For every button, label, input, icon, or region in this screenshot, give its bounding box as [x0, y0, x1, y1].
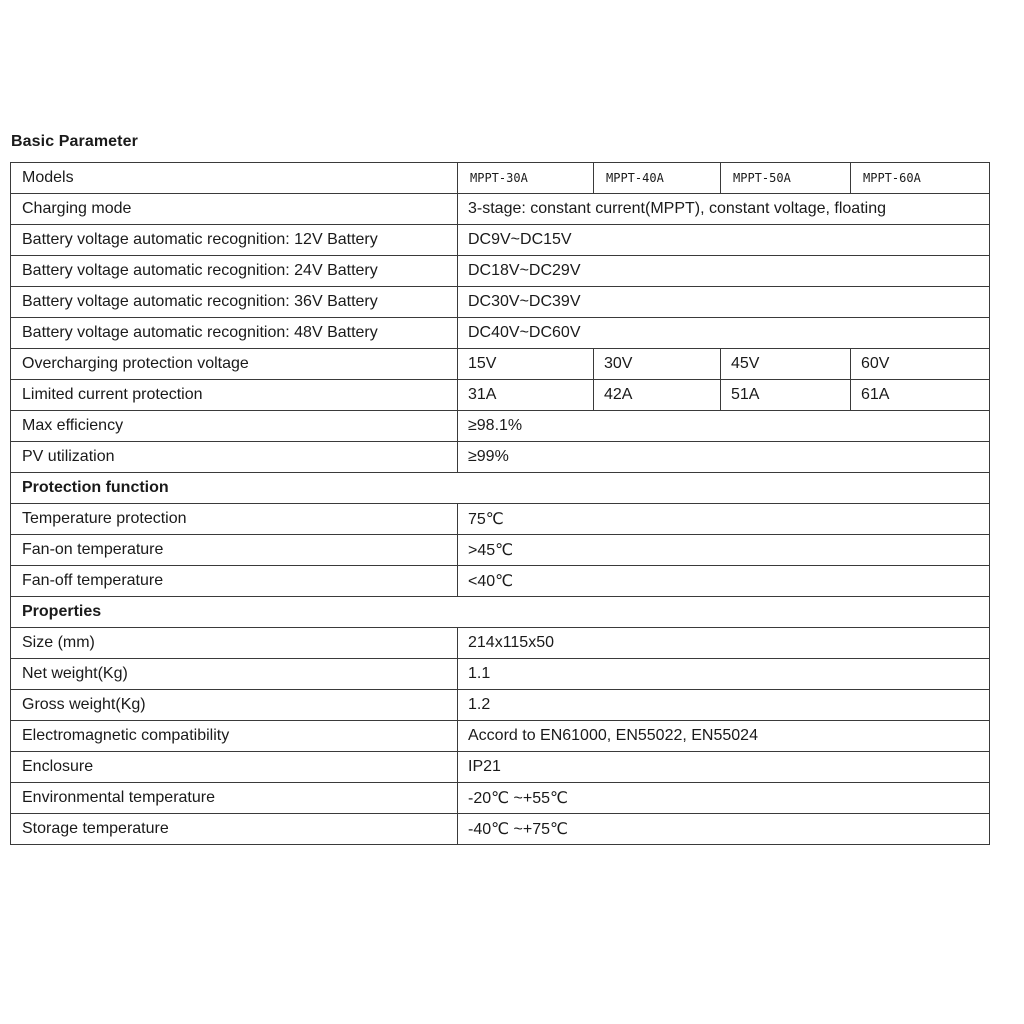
row-value: 1.1 — [458, 659, 990, 690]
table-row — [11, 659, 990, 690]
table-row — [11, 287, 990, 318]
table-row — [11, 752, 990, 783]
table-row — [11, 380, 990, 411]
row-value: 60V — [851, 349, 990, 380]
row-label: Battery voltage automatic recognition: 48V Battery — [11, 318, 458, 349]
table-row — [11, 504, 990, 535]
table-row — [11, 349, 990, 380]
table-row — [11, 535, 990, 566]
row-value: 15V — [458, 349, 594, 380]
model-cell: MPPT-60A — [851, 163, 990, 194]
row-value: <40℃ — [458, 566, 990, 597]
row-value: DC40V~DC60V — [458, 318, 990, 349]
section-heading: Properties — [11, 597, 990, 628]
row-label: Net weight(Kg) — [11, 659, 458, 690]
row-label: Limited current protection — [11, 380, 458, 411]
row-label: Models — [11, 163, 458, 194]
row-value: -40℃ ~+75℃ — [458, 814, 990, 845]
row-label: Battery voltage automatic recognition: 36V Battery — [11, 287, 458, 318]
table-row — [11, 194, 990, 225]
row-value: ≥98.1% — [458, 411, 990, 442]
row-label: Fan-off temperature — [11, 566, 458, 597]
model-cell: MPPT-50A — [721, 163, 851, 194]
row-value: 61A — [851, 380, 990, 411]
row-value: 42A — [594, 380, 721, 411]
row-value: 1.2 — [458, 690, 990, 721]
row-label: Gross weight(Kg) — [11, 690, 458, 721]
row-value: 31A — [458, 380, 594, 411]
row-label: Size (mm) — [11, 628, 458, 659]
row-value: 214x115x50 — [458, 628, 990, 659]
row-label: Fan-on temperature — [11, 535, 458, 566]
row-value: DC30V~DC39V — [458, 287, 990, 318]
row-value: IP21 — [458, 752, 990, 783]
row-value: -20℃ ~+55℃ — [458, 783, 990, 814]
table-row — [11, 225, 990, 256]
row-value: 3-stage: constant current(MPPT), constant voltage, floating — [458, 194, 990, 225]
table-row — [11, 814, 990, 845]
model-cell: MPPT-30A — [458, 163, 594, 194]
row-label: Environmental temperature — [11, 783, 458, 814]
table-row — [11, 690, 990, 721]
row-value: 30V — [594, 349, 721, 380]
row-label: Storage temperature — [11, 814, 458, 845]
row-value: DC9V~DC15V — [458, 225, 990, 256]
row-value: DC18V~DC29V — [458, 256, 990, 287]
table-row — [11, 721, 990, 752]
model-cell: MPPT-40A — [594, 163, 721, 194]
table-row — [11, 566, 990, 597]
row-value: ≥99% — [458, 442, 990, 473]
row-label: Charging mode — [11, 194, 458, 225]
row-value: Accord to EN61000, EN55022, EN55024 — [458, 721, 990, 752]
row-value: >45℃ — [458, 535, 990, 566]
section-heading: Protection function — [11, 473, 990, 504]
row-label: Max efficiency — [11, 411, 458, 442]
row-label: Battery voltage automatic recognition: 24V Battery — [11, 256, 458, 287]
row-value: 75℃ — [458, 504, 990, 535]
row-label: Electromagnetic compatibility — [11, 721, 458, 752]
table-row — [11, 442, 990, 473]
spec-table — [10, 162, 990, 845]
row-label: Enclosure — [11, 752, 458, 783]
row-label: PV utilization — [11, 442, 458, 473]
section-heading-protection — [11, 473, 990, 504]
row-label: Temperature protection — [11, 504, 458, 535]
table-row — [11, 628, 990, 659]
section-heading-properties — [11, 597, 990, 628]
table-row — [11, 783, 990, 814]
row-label: Overcharging protection voltage — [11, 349, 458, 380]
page-title: Basic Parameter — [11, 133, 138, 150]
table-row — [11, 318, 990, 349]
row-value: 51A — [721, 380, 851, 411]
table-row-models — [11, 163, 990, 194]
table-row — [11, 411, 990, 442]
row-label: Battery voltage automatic recognition: 12V Battery — [11, 225, 458, 256]
row-value: 45V — [721, 349, 851, 380]
table-row — [11, 256, 990, 287]
